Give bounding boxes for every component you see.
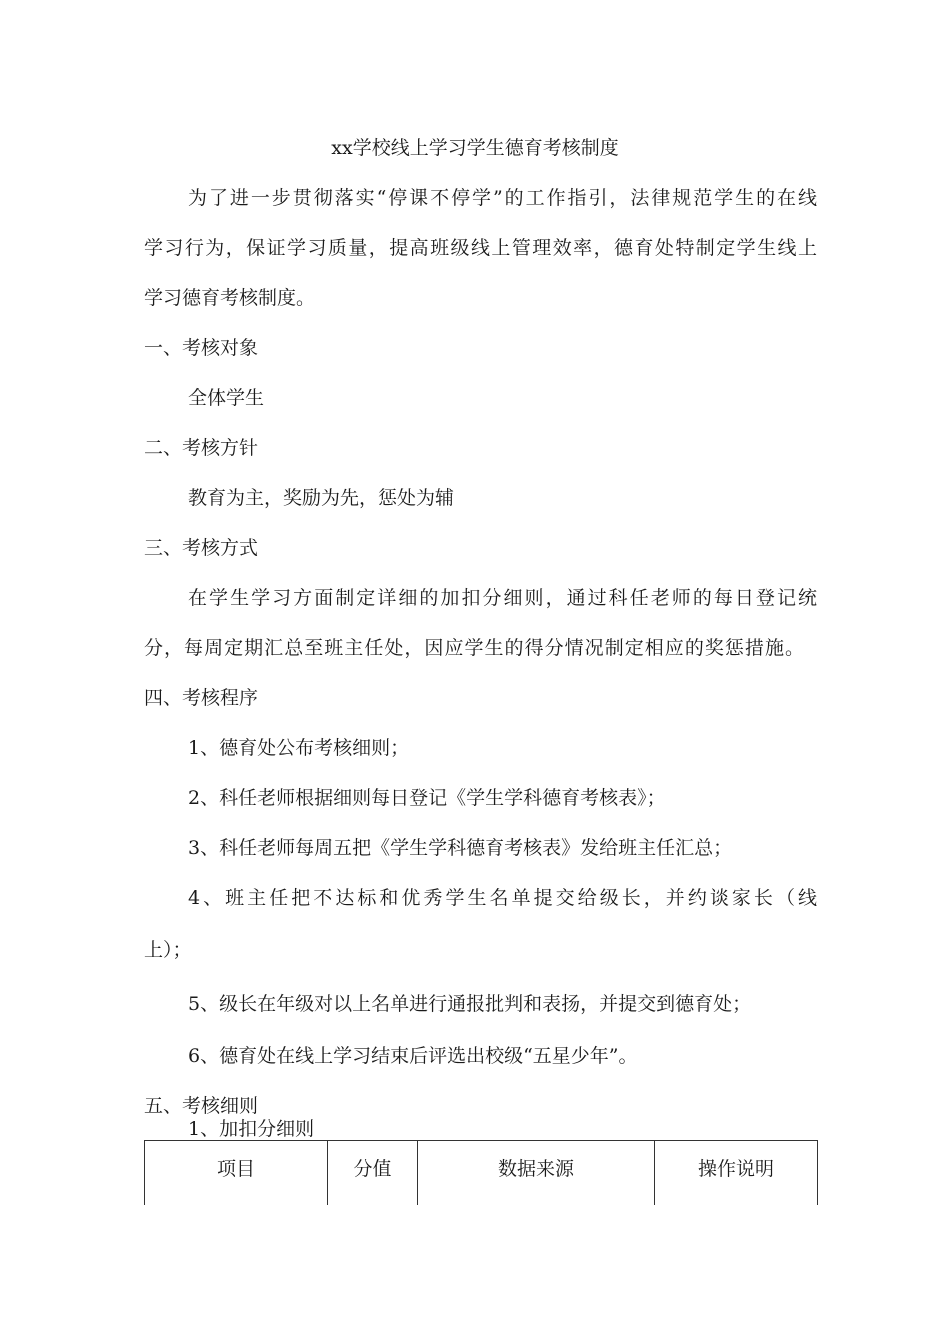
procedure-step-5: 5、级长在年级对以上名单进行通报批判和表扬，并提交到德育处；: [188, 993, 752, 1015]
section-body-3-line-2: 分，每周定期汇总至班主任处，因应学生的得分情况制定相应的奖惩措施。: [144, 637, 804, 659]
section-body-3-line-1: 在学生学习方面制定详细的加扣分细则，通过科任老师的每日登记统: [188, 587, 817, 609]
procedure-step-1: 1、德育处公布考核细则；: [188, 737, 410, 759]
table-header-instructions: 操作说明: [655, 1141, 818, 1206]
table-header-score: 分值: [328, 1141, 418, 1206]
table-header-row: [145, 1141, 818, 1206]
table-header-data-source: 数据来源: [418, 1141, 655, 1206]
section-heading-2: 二、考核方针: [144, 437, 259, 459]
section-body-2: 教育为主，奖励为先，惩处为辅: [188, 487, 455, 509]
procedure-step-3: 3、科任老师每周五把《学生学科德育考核表》发给班主任汇总；: [188, 837, 733, 859]
procedure-step-6: 6、德育处在线上学习结束后评选出校级“五星少年”。: [188, 1045, 638, 1067]
procedure-step-2: 2、科任老师根据细则每日登记《学生学科德育考核表》；: [188, 787, 666, 809]
intro-line-2: 学习行为，保证学习质量，提高班级线上管理效率，德育处特制定学生线上: [144, 237, 817, 259]
document-title: xx学校线上学习学生德育考核制度: [331, 137, 619, 159]
procedure-step-4-line-1: 4、班主任把不达标和优秀学生名单提交给级长，并约谈家长（线: [188, 887, 817, 909]
section-heading-5: 五、考核细则: [144, 1095, 259, 1117]
section-heading-3: 三、考核方式: [144, 537, 259, 559]
scoring-rules-table: [144, 1140, 818, 1205]
intro-line-1: 为了进一步贯彻落实“停课不停学”的工作指引，法律规范学生的在线: [188, 187, 817, 209]
section-heading-4: 四、考核程序: [144, 687, 259, 709]
section-heading-1: 一、考核对象: [144, 337, 259, 359]
intro-line-3: 学习德育考核制度。: [144, 287, 316, 309]
rules-subheading: 1、加扣分细则: [188, 1118, 315, 1140]
table-header-item: 项目: [145, 1141, 328, 1206]
section-body-1: 全体学生: [188, 387, 265, 409]
procedure-step-4-line-2: 上）；: [144, 939, 192, 961]
